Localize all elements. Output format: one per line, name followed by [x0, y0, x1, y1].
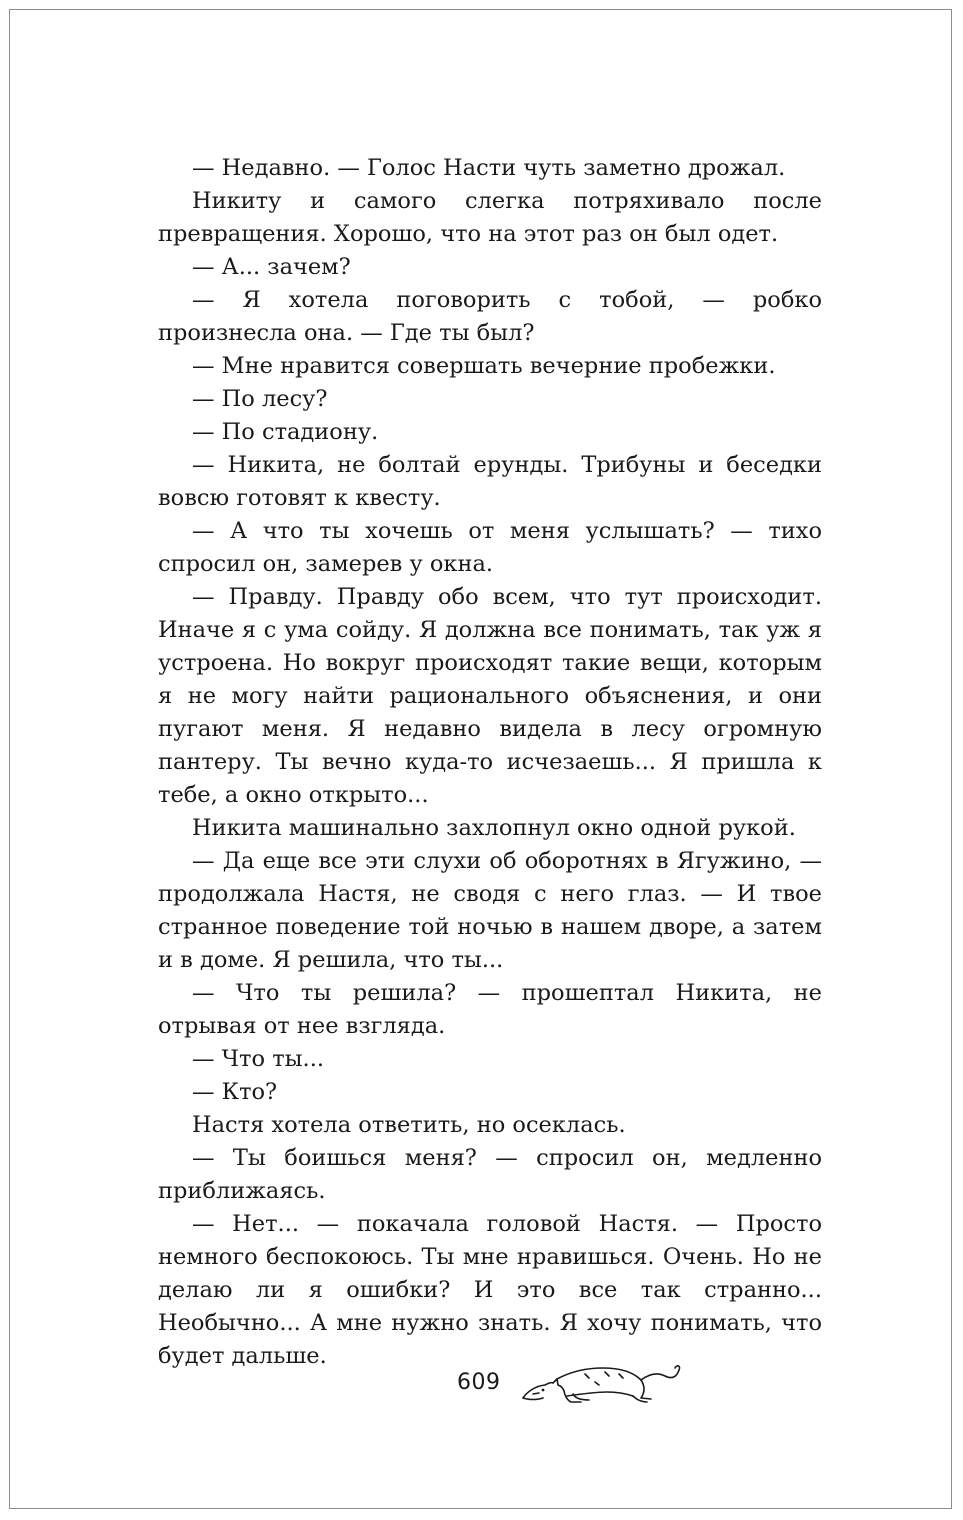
paragraph-4: — Я хотела поговорить с тобой, — робко произнесла она. — Где ты был? — [158, 287, 822, 346]
body-text — [158, 152, 822, 1373]
paragraph-13: — Что ты решила? — прошептал Никита, не отрывая от нее взгляда. — [158, 980, 822, 1039]
page-number: 609 — [457, 1370, 501, 1395]
panther-icon — [515, 1352, 685, 1408]
paragraph-6: — По лесу? — [192, 386, 328, 412]
paragraph-9: — А что ты хочешь от меня услышать? — тихо спросил он, замерев у окна. — [158, 518, 822, 577]
paragraph-1: — Недавно. — Голос Насти чуть заметно дрожал. — [192, 155, 786, 181]
paragraph-15: — Кто? — [192, 1079, 278, 1105]
paragraph-12: — Да еще все эти слухи об оборотнях в Ягужино, — продолжала Настя, не сводя с него глаз. — И твое странное поведение той ночью в нашем дворе, а затем и в доме. Я решила, что ты... — [158, 848, 822, 973]
paragraph-11: Никита машинально захлопнул окно одной рукой. — [192, 815, 796, 841]
paragraph-17: — Ты боишься меня? — спросил он, медленно приближаясь. — [158, 1145, 822, 1204]
page-footer — [10, 1350, 963, 1410]
paragraph-16: Настя хотела ответить, но осеклась. — [192, 1112, 626, 1138]
paragraph-7: — По стадиону. — [192, 419, 379, 445]
paragraph-3: — А... зачем? — [192, 254, 351, 280]
paragraph-14: — Что ты... — [192, 1046, 325, 1072]
paragraph-2: Никиту и самого слегка потряхивало после превращения. Хорошо, что на этот раз он был одет. — [158, 188, 822, 247]
paragraph-18: — Нет... — покачала головой Настя. — Просто немного беспокоюсь. Ты мне нравишься. Очень. Но не делаю ли я ошибки? И это все так странно... Необычно... А мне нужно знать. Я хочу понимать, что будет дальше. — [158, 1211, 822, 1369]
paragraph-10: — Правду. Правду обо всем, что тут происходит. Иначе я с ума сойду. Я должна все понимать, так уж я устроена. Но вокруг происходят такие вещи, которым я не могу найти рационального объяснения, и они пугают меня. Я недавно видела в лесу огромную пантеру. Ты вечно куда-то исчезаешь... Я пришла к тебе, а окно открыто... — [158, 584, 822, 808]
paragraph-5: — Мне нравится совершать вечерние пробежки. — [192, 353, 776, 379]
page-frame — [9, 9, 952, 1509]
paragraph-8: — Никита, не болтай ерунды. Трибуны и беседки вовсю готовят к квесту. — [158, 452, 822, 511]
